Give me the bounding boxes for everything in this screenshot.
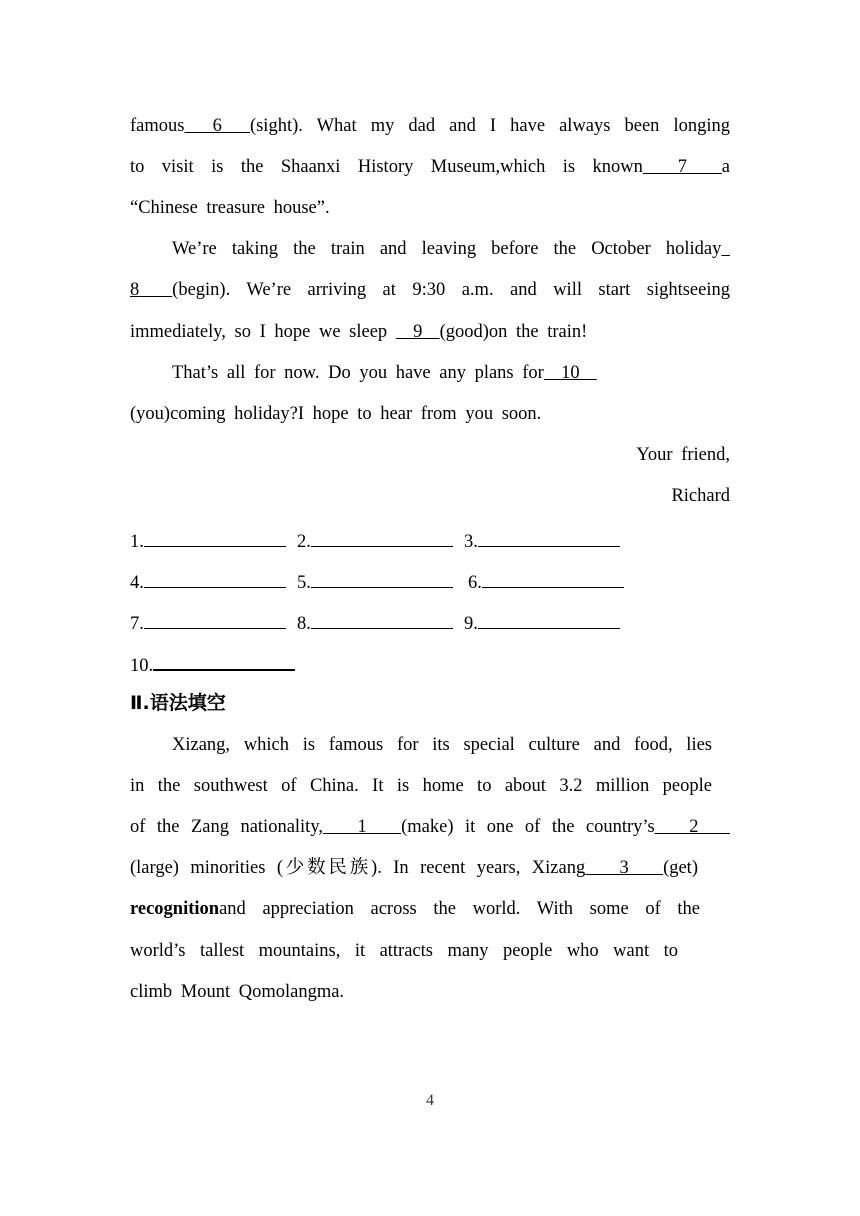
letter-line-8: (you)coming holiday?I hope to hear from you soon. [130, 404, 542, 424]
blank-8: 8 [130, 280, 140, 300]
blank-p3: 3 [619, 858, 629, 878]
answer-10[interactable]: 10. [130, 649, 295, 680]
answer-2[interactable]: 2. [297, 526, 453, 556]
letter-signature: Richard [671, 486, 730, 506]
answer-9[interactable]: 9. [464, 608, 620, 638]
answer-6[interactable]: 6. [468, 567, 624, 597]
letter-line-2: to visit is the Shaanxi History Museum,which is known 7 a [130, 157, 731, 177]
passage-line-6: world’s tallest mountains, it attracts many people who want to [130, 941, 678, 961]
passage-line-4: (large) minorities (少数民族). In recent years, Xizang 3 (get) [130, 858, 698, 878]
answer-8[interactable]: 8. [297, 608, 453, 638]
letter-line-5: 8 (begin). We’re arriving at 9:30 a.m. and will start sightseeing [130, 280, 730, 300]
passage-line-5: recognitionand appreciation across the world. With some of the [130, 899, 700, 919]
letter-closing: Your friend, [636, 445, 730, 465]
answer-3[interactable]: 3. [464, 526, 620, 556]
section-title: Ⅱ.语法填空 [130, 692, 226, 714]
bold-word: recognition [130, 899, 220, 919]
letter-line-3: “Chinese treasure house”. [130, 198, 330, 218]
answer-5[interactable]: 5. [297, 567, 453, 597]
answer-7[interactable]: 7. [130, 608, 286, 638]
passage-line-2: in the southwest of China. It is home to about 3.2 million people [130, 776, 712, 796]
blank-10: 10 [561, 363, 580, 383]
answer-4[interactable]: 4. [130, 567, 286, 597]
letter-line-4: We’re taking the train and leaving before the October holiday [172, 239, 722, 259]
blank-9: 9 [413, 322, 423, 342]
blank-p2: 2 [689, 817, 699, 837]
passage-line-3: of the Zang nationality, 1 (make) it one of the country’s 2 [130, 813, 730, 841]
blank-p1: 1 [357, 817, 367, 837]
passage-line-7: climb Mount Qomolangma. [130, 982, 345, 1002]
letter-line-6: immediately, so I hope we sleep 9 (good)on the train! [130, 322, 588, 342]
blank-6: 6 [212, 116, 222, 136]
blank-7: 7 [677, 157, 687, 177]
page-number: 4 [426, 1092, 434, 1109]
letter-line-1: famous 6 (sight). What my dad and I have always been longing [130, 116, 731, 136]
letter-line-7: That’s all for now. Do you have any plans for 10 [172, 359, 597, 387]
answer-1[interactable]: 1. [130, 526, 286, 556]
passage-line-1: Xizang, which is famous for its special culture and food, lies [172, 735, 712, 755]
